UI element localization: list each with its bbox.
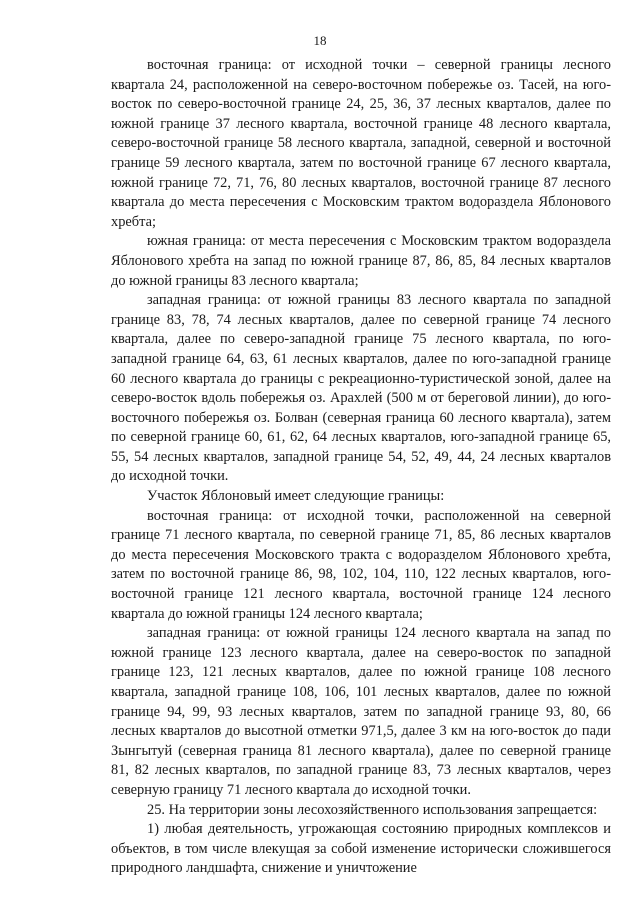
page-number: 18 <box>313 33 327 48</box>
paragraph-south-boundary: южная граница: от места пересечения с Московским трактом водораздела Яблонового хребта на запад по южной границе 87, 86, 85, 84 лесных кварталов до южной границы 83 лесного квартала; <box>111 233 611 289</box>
paragraph-east-boundary-2: восточная граница: от исходной точки, расположенной на северной границе 71 лесного квартала, по северной границе 71, 85, 86 лесных кварталов до места пересечения Московского тракта с водоразделом Яблонового хребта, затем по восточной границе 86, 98, 102, 104, 110, 122 лесных кварталов, юго-восточной границе 121 лесного квартала, восточной границе 124 лесного квартала до южной границы 124 лесного квартала; <box>111 507 611 622</box>
paragraph-section-yablonovy: Участок Яблоновый имеет следующие границы: <box>147 488 445 505</box>
paragraph-clause-25: 25. На территории зоны лесохозяйственного использования запрещается: <box>147 801 598 818</box>
paragraph-clause-25-item-1: 1) любая деятельность, угрожающая состоянию природных комплексов и объектов, в том числе влекущая за собой изменение исторически сложившегося природного ландшафта, снижение и уничтожение <box>111 821 611 877</box>
paragraph-west-boundary-2: западная граница: от южной границы 124 лесного квартала на запад по южной границе 123 лесного квартала, далее на северо-восток по западной границе 123, 121 лесных кварталов, далее по южной границе 108 лесного квартала, западной границе 108, 106, 101 лесных кварталов, далее по южной границе 94, 99, 93 лесных кварталов, затем по западной границе 93, 80, 66 лесных кварталов до высотной отметки 971,5, далее 3 км на юго-восток до пади Зынгытуй (северная граница 81 лесного квартала), далее по северной границе 81, 82 лесных кварталов, по западной границе 83, 73 лесных кварталов, через северную границу 71 лесного квартала до исходной точки. <box>111 625 611 798</box>
paragraph-east-boundary-1: восточная граница: от исходной точки – северной границы лесного квартала 24, расположенной на северо-восточном побережье оз. Тасей, на юго-восток по северо-восточной границе 24, 25, 36, 37 лесных кварталов, далее по южной границе 37 лесного квартала, восточной границе 48 лесного квартала, северо-восточной границе 58 лесного квартала, западной, северной и восточной границе 59 лесного квартала, затем по восточной границе 67 лесного квартала, южной границе 72, 71, 76, 80 лесных кварталов, восточной границе 87 лесного квартала до места пересечения с Московским трактом водораздела Яблонового хребта; <box>111 57 611 230</box>
document-body <box>111 56 611 879</box>
paragraph-west-boundary-1: западная граница: от южной границы 83 лесного квартала по западной границе 83, 78, 74 лесных кварталов, далее по северной границе 74 лесного квартала, далее по северо-западной границе 75 лесного квартала, по юго-западной границе 64, 63, 61 лесных кварталов, далее по юго-западной границе 60 лесного квартала до границы с рекреационно-туристической зоной, далее на северо-восток вдоль побережья оз. Арахлей (500 м от береговой линии), до юго-восточного побережья оз. Болван (северная граница 60 лесного квартала), затем по северной границе 60, 61, 62, 64 лесных кварталов, юго-западной границе 65, 55, 54 лесных кварталов, западной границе 54, 52, 49, 44, 24 лесных кварталов до исходной точки. <box>111 292 611 485</box>
